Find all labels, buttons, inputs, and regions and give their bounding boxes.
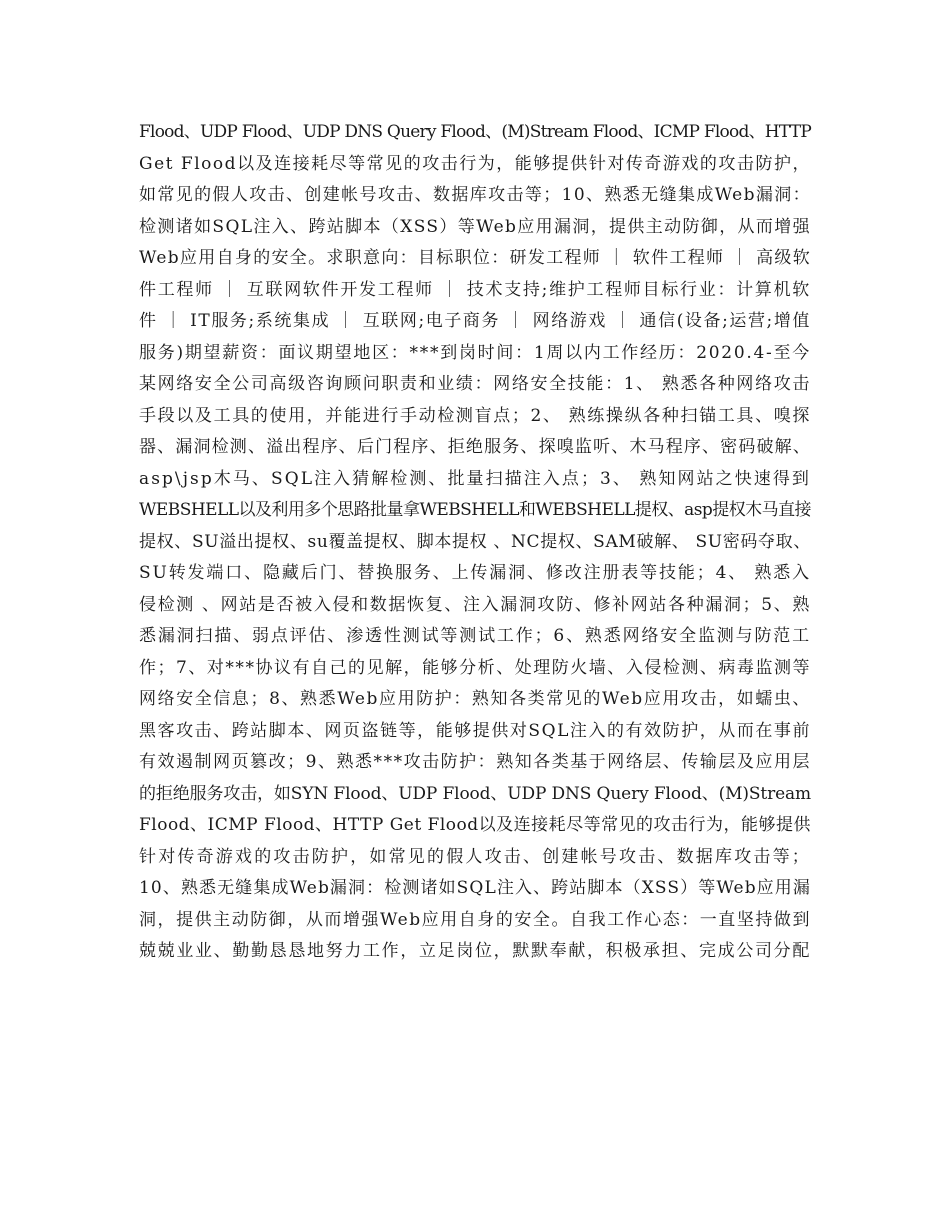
text-line: 洞，提供主动防御，从而增强Web应用自身的安全。自我工作心态：一直坚持做到 xyxy=(139,909,812,930)
text-line: 10、熟悉无缝集成Web漏洞：检测诸如SQL注入、跨站脚本（XSS）等Web应用漏 xyxy=(139,878,812,898)
text-line: 提权、SU溢出提权、su覆盖提权、脚本提权 、NC提权、SAM破解、 SU密码夺取、 xyxy=(139,531,811,552)
text-line: 手段以及工具的使用，并能进行手动检测盲点；2、 熟练操纵各种扫锚工具、嗅探 xyxy=(139,405,812,426)
text-line: 器、漏洞检测、溢出程序、后门程序、拒绝服务、探嗅监听、木马程序、密码破解、 xyxy=(139,437,811,457)
text-line: 服务)期望薪资：面议期望地区：***到岗时间：1周以内工作经历：2020.4-至今 xyxy=(139,342,811,363)
text-line: 的拒绝服务攻击，如SYN Flood、UDP Flood、UDP DNS Query Flood、(M)Stream xyxy=(139,783,812,804)
text-line: 如常见的假人攻击、创建帐号攻击、数据库攻击等；10、熟悉无缝集成Web漏洞： xyxy=(139,185,811,205)
text-line: 黑客攻击、跨站脚本、网页盗链等，能够提供对SQL注入的有效防护，从而在事前 xyxy=(139,720,811,741)
text-line: 件工程师 ｜ 互联网软件开发工程师 ｜ 技术支持;维护工程师目标行业：计算机软 xyxy=(139,279,811,300)
text-line: 某网络安全公司高级咨询顾问职责和业绩：网络安全技能：1、 熟悉各种网络攻击 xyxy=(139,374,812,394)
text-line: Flood、UDP Flood、UDP DNS Query Flood、(M)Stream Flood、ICMP Flood、HTTP xyxy=(139,122,811,142)
text-line: 有效遏制网页篡改；9、熟悉***攻击防护：熟知各类基于网络层、传输层及应用层 xyxy=(139,752,811,772)
text-line: 作；7、对***协议有自己的见解，能够分析、处理防火墙、入侵检测、病毒监测等 xyxy=(139,657,811,678)
text-line: Flood、ICMP Flood、HTTP Get Flood以及连接耗尽等常见的攻击行为，能够提供 xyxy=(139,815,812,835)
text-line: 侵检测 、网站是否被入侵和数据恢复、注入漏洞攻防、修补网站各种漏洞；5、熟 xyxy=(139,594,812,615)
text-line: asp\jsp木马、SQL注入猜解检测、批量扫描注入点；3、 熟知网站之快速得到 xyxy=(139,468,811,489)
text-line: 悉漏洞扫描、弱点评估、渗透性测试等测试工作；6、熟悉网络安全监测与防范工 xyxy=(139,626,811,646)
text-line: 网络安全信息；8、熟悉Web应用防护：熟知各类常见的Web应用攻击，如蠕虫、 xyxy=(139,689,811,709)
body-text xyxy=(139,117,819,968)
text-line: 检测诸如SQL注入、跨站脚本（XSS）等Web应用漏洞，提供主动防御，从而增强 xyxy=(139,216,811,237)
text-line: SU转发端口、隐藏后门、替换服务、上传漏洞、修改注册表等技能；4、 熟悉入 xyxy=(139,563,811,583)
text-line: Get Flood以及连接耗尽等常见的攻击行为，能够提供针对传奇游戏的攻击防护， xyxy=(139,153,811,174)
text-line: 兢兢业业、勤勤恳恳地努力工作，立足岗位，默默奉献，积极承担、完成公司分配 xyxy=(139,941,812,961)
text-line: 针对传奇游戏的攻击防护，如常见的假人攻击、创建帐号攻击、数据库攻击等； xyxy=(139,846,811,867)
text-line: 件 ｜ IT服务;系统集成 ｜ 互联网;电子商务 ｜ 网络游戏 ｜ 通信(设备;运营;增值 xyxy=(139,311,812,331)
text-line: WEBSHELL以及利用多个思路批量拿WEBSHELL和WEBSHELL提权、asp提权木马直接 xyxy=(139,500,811,520)
text-line: Web应用自身的安全。求职意向：目标职位：研发工程师 ｜ 软件工程师 ｜ 高级软 xyxy=(139,248,812,268)
